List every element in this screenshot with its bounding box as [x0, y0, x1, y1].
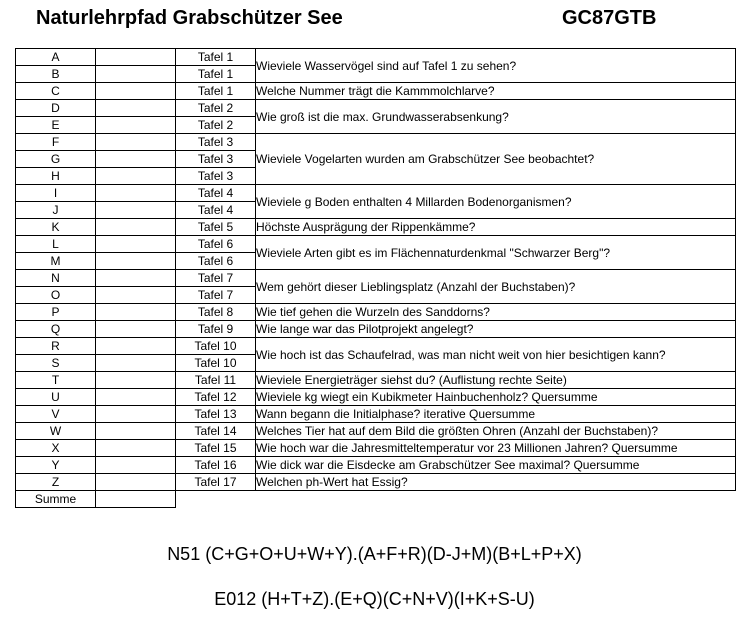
answer-cell[interactable] — [96, 168, 176, 185]
variable-letter: C — [16, 83, 96, 100]
tafel-label: Tafel 2 — [176, 100, 256, 117]
table-row — [16, 236, 736, 253]
variable-letter: H — [16, 168, 96, 185]
tafel-label: Tafel 16 — [176, 457, 256, 474]
question-text: Wie hoch ist das Schaufelrad, was man nicht weit von hier besichtigen kann? — [256, 338, 736, 372]
answer-cell[interactable] — [96, 321, 176, 338]
table-row — [16, 304, 736, 321]
question-text: Wieviele Wasservögel sind auf Tafel 1 zu sehen? — [256, 49, 736, 83]
answer-cell[interactable] — [96, 134, 176, 151]
tafel-label: Tafel 15 — [176, 440, 256, 457]
empty-cell — [176, 491, 256, 508]
variable-letter: V — [16, 406, 96, 423]
table-row — [16, 457, 736, 474]
variable-letter: R — [16, 338, 96, 355]
question-text: Wie lange war das Pilotprojekt angelegt? — [256, 321, 736, 338]
tafel-label: Tafel 7 — [176, 270, 256, 287]
variable-letter: K — [16, 219, 96, 236]
table-row — [16, 423, 736, 440]
tafel-label: Tafel 1 — [176, 83, 256, 100]
variable-letter: Q — [16, 321, 96, 338]
question-text: Wieviele kg wiegt ein Kubikmeter Hainbuchenholz? Quersumme — [256, 389, 736, 406]
question-text: Wie hoch war die Jahresmitteltemperatur vor 23 Millionen Jahren? Quersumme — [256, 440, 736, 457]
variable-letter: E — [16, 117, 96, 134]
formula-east: E012 (H+T+Z).(E+Q)(C+N+V)(I+K+S-U) — [214, 589, 535, 609]
answer-cell[interactable] — [96, 287, 176, 304]
tafel-label: Tafel 10 — [176, 338, 256, 355]
question-text: Wieviele Vogelarten wurden am Grabschützer See beobachtet? — [256, 134, 736, 185]
variable-letter: S — [16, 355, 96, 372]
table-row — [16, 321, 736, 338]
answer-cell[interactable] — [96, 406, 176, 423]
answer-cell[interactable] — [96, 151, 176, 168]
table-row — [16, 406, 736, 423]
variable-letter: D — [16, 100, 96, 117]
variable-letter: L — [16, 236, 96, 253]
table-row — [16, 219, 736, 236]
variable-letter: Y — [16, 457, 96, 474]
question-text: Höchste Ausprägung der Rippenkämme? — [256, 219, 736, 236]
summe-label: Summe — [16, 491, 96, 508]
table-row — [16, 270, 736, 287]
answer-cell[interactable] — [96, 49, 176, 66]
question-table — [15, 48, 736, 508]
answer-cell[interactable] — [96, 117, 176, 134]
variable-letter: Z — [16, 474, 96, 491]
variable-letter: M — [16, 253, 96, 270]
answer-cell[interactable] — [96, 66, 176, 83]
answer-cell[interactable] — [96, 474, 176, 491]
answer-cell[interactable] — [96, 304, 176, 321]
question-text: Welches Tier hat auf dem Bild die größten Ohren (Anzahl der Buchstaben)? — [256, 423, 736, 440]
table-row — [16, 49, 736, 66]
tafel-label: Tafel 1 — [176, 66, 256, 83]
answer-cell[interactable] — [96, 83, 176, 100]
tafel-label: Tafel 2 — [176, 117, 256, 134]
tafel-label: Tafel 14 — [176, 423, 256, 440]
variable-letter: A — [16, 49, 96, 66]
answer-cell[interactable] — [96, 389, 176, 406]
question-text: Wie tief gehen die Wurzeln des Sanddorns? — [256, 304, 736, 321]
table-row — [16, 440, 736, 457]
tafel-label: Tafel 11 — [176, 372, 256, 389]
question-table-body — [16, 49, 736, 508]
variable-letter: X — [16, 440, 96, 457]
answer-cell[interactable] — [96, 423, 176, 440]
question-text: Welchen ph-Wert hat Essig? — [256, 474, 736, 491]
tafel-label: Tafel 3 — [176, 168, 256, 185]
question-text: Wie groß ist die max. Grundwasserabsenkung? — [256, 100, 736, 134]
tafel-label: Tafel 6 — [176, 236, 256, 253]
variable-letter: W — [16, 423, 96, 440]
variable-letter: I — [16, 185, 96, 202]
cache-code: GC87GTB — [562, 7, 657, 29]
variable-letter: U — [16, 389, 96, 406]
table-row — [16, 100, 736, 117]
table-row — [16, 185, 736, 202]
tafel-label: Tafel 7 — [176, 287, 256, 304]
question-text: Wieviele Energieträger siehst du? (Auflistung rechte Seite) — [256, 372, 736, 389]
answer-cell[interactable] — [96, 253, 176, 270]
question-text: Wieviele Arten gibt es im Flächennaturdenkmal "Schwarzer Berg"? — [256, 236, 736, 270]
answer-cell[interactable] — [96, 202, 176, 219]
answer-cell[interactable] — [96, 185, 176, 202]
tafel-label: Tafel 10 — [176, 355, 256, 372]
empty-cell — [256, 491, 736, 508]
formula-north: N51 (C+G+O+U+W+Y).(A+F+R)(D-J+M)(B+L+P+X) — [167, 544, 582, 564]
question-text: Wieviele g Boden enthalten 4 Millarden Bodenorganismen? — [256, 185, 736, 219]
question-text: Wem gehört dieser Lieblingsplatz (Anzahl der Buchstaben)? — [256, 270, 736, 304]
answer-cell[interactable] — [96, 457, 176, 474]
answer-cell[interactable] — [96, 440, 176, 457]
tafel-label: Tafel 4 — [176, 185, 256, 202]
answer-cell[interactable] — [96, 236, 176, 253]
tafel-label: Tafel 1 — [176, 49, 256, 66]
summe-value-cell[interactable] — [96, 491, 176, 508]
variable-letter: F — [16, 134, 96, 151]
table-row — [16, 83, 736, 100]
table-row — [16, 338, 736, 355]
variable-letter: N — [16, 270, 96, 287]
answer-cell[interactable] — [96, 355, 176, 372]
variable-letter: J — [16, 202, 96, 219]
page-title: Naturlehrpfad Grabschützer See — [36, 7, 343, 29]
variable-letter: G — [16, 151, 96, 168]
tafel-label: Tafel 3 — [176, 134, 256, 151]
tafel-label: Tafel 3 — [176, 151, 256, 168]
question-text: Wie dick war die Eisdecke am Grabschützer See maximal? Quersumme — [256, 457, 736, 474]
tafel-label: Tafel 12 — [176, 389, 256, 406]
variable-letter: P — [16, 304, 96, 321]
question-text: Welche Nummer trägt die Kammmolchlarve? — [256, 83, 736, 100]
tafel-label: Tafel 17 — [176, 474, 256, 491]
tafel-label: Tafel 4 — [176, 202, 256, 219]
table-row — [16, 474, 736, 491]
answer-cell[interactable] — [96, 270, 176, 287]
answer-cell[interactable] — [96, 338, 176, 355]
table-row — [16, 389, 736, 406]
answer-cell[interactable] — [96, 219, 176, 236]
variable-letter: B — [16, 66, 96, 83]
tafel-label: Tafel 9 — [176, 321, 256, 338]
table-row — [16, 372, 736, 389]
tafel-label: Tafel 8 — [176, 304, 256, 321]
tafel-label: Tafel 6 — [176, 253, 256, 270]
variable-letter: O — [16, 287, 96, 304]
variable-letter: T — [16, 372, 96, 389]
answer-cell[interactable] — [96, 100, 176, 117]
tafel-label: Tafel 5 — [176, 219, 256, 236]
tafel-label: Tafel 13 — [176, 406, 256, 423]
summe-row — [16, 491, 736, 508]
table-row — [16, 134, 736, 151]
question-text: Wann begann die Initialphase? iterative Quersumme — [256, 406, 736, 423]
answer-cell[interactable] — [96, 372, 176, 389]
